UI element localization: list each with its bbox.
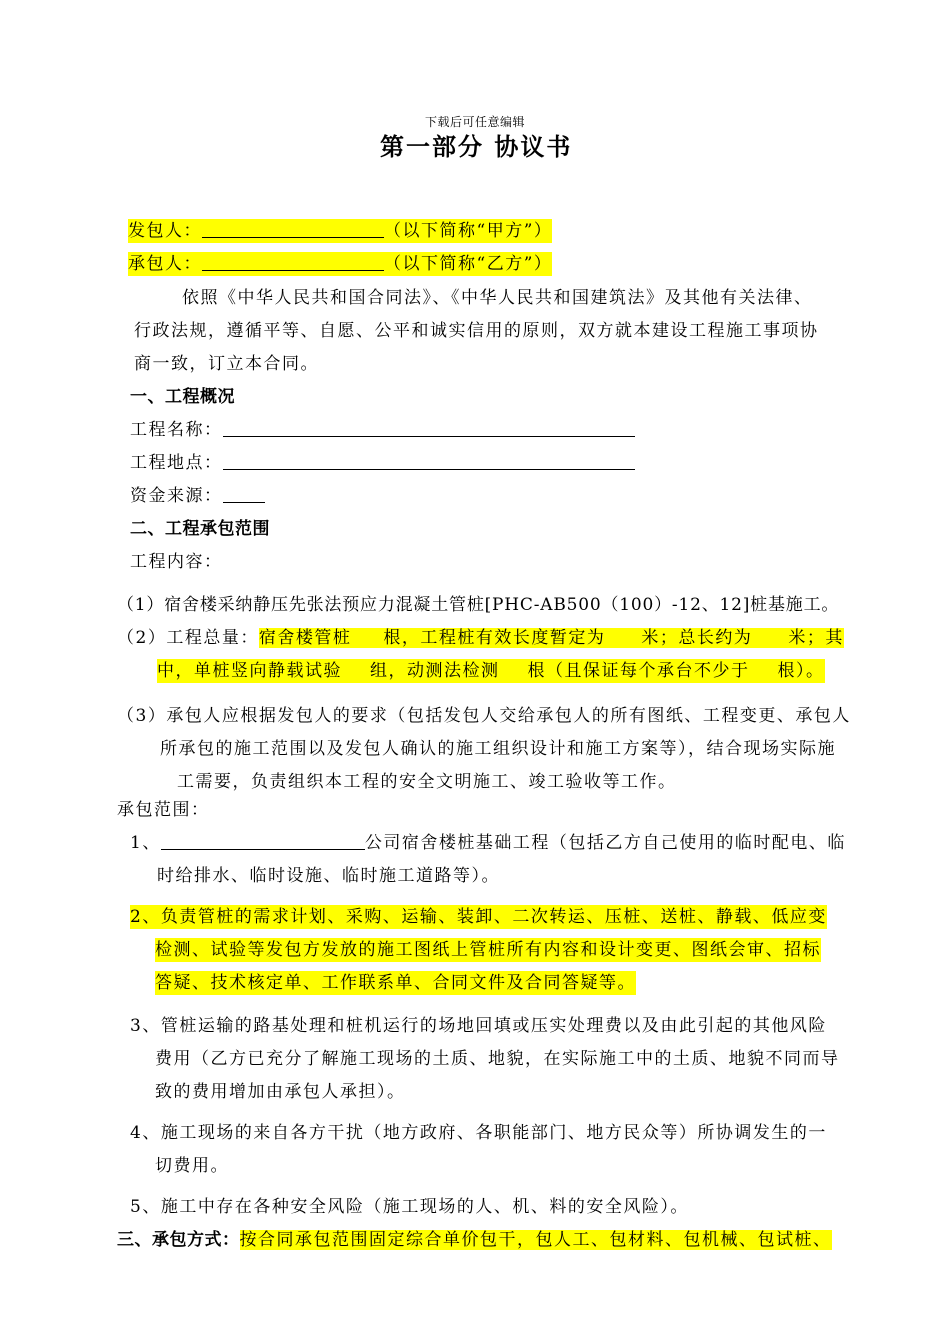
contractor-name-blank[interactable] <box>202 252 384 271</box>
project-name-blank[interactable] <box>223 418 635 437</box>
scope-item-4-line-1: 4、施工现场的来自各方干扰（地方政府、各职能部门、地方民众等）所协调发生的一 <box>130 1123 827 1143</box>
contractor-suffix: （以下简称“乙方”） <box>384 254 553 274</box>
preamble-line-3: 商一致，订立本合同。 <box>134 354 319 374</box>
section2-heading: 二、工程承包范围 <box>130 519 270 539</box>
employer-line <box>128 219 552 243</box>
fund-source-label: 资金来源： <box>130 486 223 506</box>
fund-source-line <box>130 484 265 508</box>
scope-item-3-line-2: 费用（乙方已充分了解施工现场的土质、地貌，在实际施工中的土质、地貌不同而导 <box>155 1049 840 1069</box>
contractor-line <box>128 252 552 276</box>
scope-item-3-line-1: 3、管桩运输的路基处理和桩机运行的场地回填或压实处理费以及由此引起的其他风险 <box>130 1016 827 1036</box>
preamble-line-2: 行政法规，遵循平等、自愿、公平和诚实信用的原则，双方就本建设工程施工事项协 <box>134 321 819 341</box>
scope-item-1-line-1: 1、 公司宿舍楼桩基础工程（包括乙方自己使用的临时配电、临 <box>130 833 846 853</box>
employer-name-blank[interactable] <box>202 219 384 238</box>
content-item-3-line-1: （3）承包人应根据发包人的要求（包括发包人交给承包人的所有图纸、工程变更、承包人 <box>117 706 851 726</box>
scope-label: 承包范围： <box>117 800 210 820</box>
header-note: 下载后可任意编辑 <box>425 115 526 129</box>
section3-line <box>117 1228 832 1252</box>
page-title: 第一部分 协议书 <box>380 133 573 161</box>
project-name-line <box>130 418 635 442</box>
item2-highlight-1: 宿舍楼管桩 根，工程桩有效长度暂定为 米；总长约为 米；其 <box>258 628 844 648</box>
scope-item-4-line-2: 切费用。 <box>155 1156 229 1176</box>
section1-heading: 一、工程概况 <box>130 387 235 407</box>
content-item-3-line-3: 工需要，负责组织本工程的安全文明施工、竣工验收等工作。 <box>177 772 677 792</box>
fund-source-blank[interactable] <box>223 484 265 503</box>
scope-item-2-line-1: 2、负责管桩的需求计划、采购、运输、装卸、二次转运、压桩、送桩、静载、低应变 <box>130 907 827 927</box>
scope-item-2-line-2: 检测、试验等发包方发放的施工图纸上管桩所有内容和设计变更、图纸会审、招标 <box>155 940 821 960</box>
content-item-3-line-2: 所承包的施工范围以及发包人确认的施工组织设计和施工方案等），结合现场实际施 <box>160 739 836 759</box>
content-item-1: （1）宿舍楼采纳静压先张法预应力混凝土管桩[PHC-AB500（100）-12、12]桩基施工。 <box>117 595 840 615</box>
section3-heading: 三、承包方式： <box>117 1230 240 1250</box>
employer-suffix: （以下简称“甲方”） <box>384 221 553 241</box>
scope-item-3-line-3: 致的费用增加由承包人承担）。 <box>155 1082 406 1102</box>
section3-text: 按合同承包范围固定综合单价包干，包人工、包材料、包机械、包试桩、 <box>239 1230 832 1250</box>
scope-item-1-line-2: 时给排水、临时设施、临时施工道路等）。 <box>157 866 500 886</box>
scope-item-2-line-3: 答疑、技术核定单、工作联系单、合同文件及合同答疑等。 <box>155 973 636 993</box>
project-location-blank[interactable] <box>223 451 635 470</box>
company-name-blank[interactable] <box>161 831 365 850</box>
project-name-label: 工程名称： <box>130 420 223 440</box>
contractor-label: 承包人： <box>128 254 202 274</box>
employer-label: 发包人： <box>128 221 202 241</box>
work-content-label: 工程内容： <box>130 552 223 572</box>
scope-item-5: 5、施工中存在各种安全风险（施工现场的人、机、料的安全风险）。 <box>130 1197 689 1217</box>
project-location-line <box>130 451 635 475</box>
content-item-2-line-2: 中，单桩竖向静载试验 组，动测法检测 根（且保证每个承台不少于 根）。 <box>157 661 825 681</box>
preamble-line-1: 依照《中华人民共和国合同法》、《中华人民共和国建筑法》及其他有关法律、 <box>182 288 813 308</box>
content-item-2-line-1 <box>117 626 844 650</box>
item2-prefix: （2）工程总量： <box>117 628 259 648</box>
project-location-label: 工程地点： <box>130 453 223 473</box>
